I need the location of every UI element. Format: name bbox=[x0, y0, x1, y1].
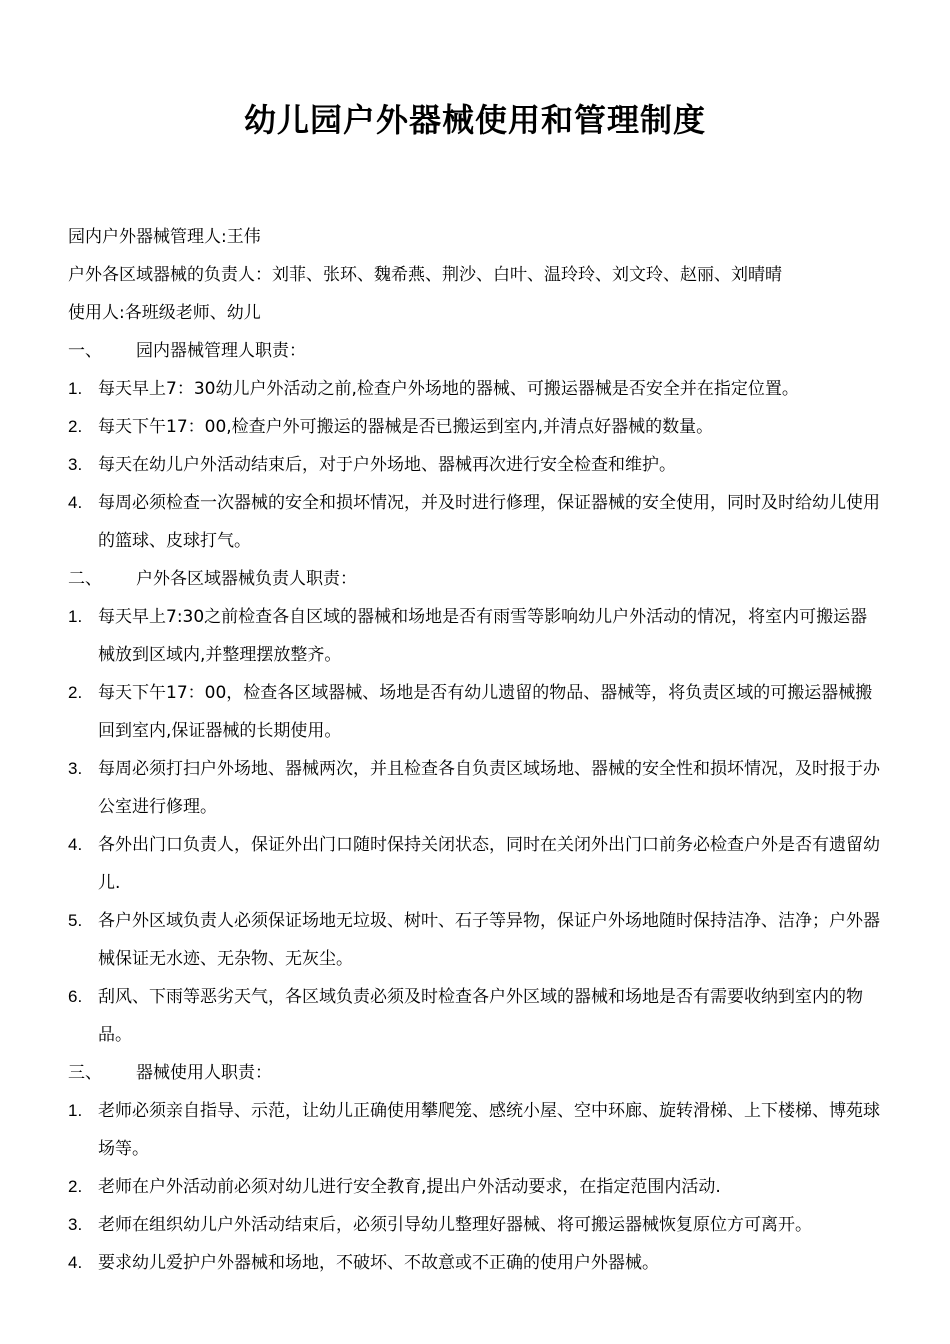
section-number: 二、 bbox=[68, 569, 102, 589]
item-number: 3. bbox=[68, 455, 83, 474]
list-item bbox=[68, 598, 883, 674]
section-number: 一、 bbox=[68, 341, 102, 361]
section-title: 器械使用人职责： bbox=[136, 1063, 272, 1083]
page-title: 幼儿园户外器械使用和管理制度 bbox=[243, 101, 706, 139]
document-body bbox=[68, 218, 883, 1282]
section-heading bbox=[68, 332, 883, 370]
item-text: 老师在户外活动前必须对幼儿进行安全教育,提出户外活动要求，在指定范围内活动. bbox=[98, 1177, 721, 1197]
list-item bbox=[68, 826, 883, 902]
list-item bbox=[68, 1206, 883, 1244]
item-text: 老师在组织幼儿户外活动结束后，必须引导幼儿整理好器械、将可搬运器械恢复原位方可离开。 bbox=[98, 1215, 812, 1235]
item-number: 2. bbox=[68, 417, 83, 436]
section-heading bbox=[68, 1054, 883, 1092]
item-number: 3. bbox=[68, 1215, 83, 1234]
item-number: 2. bbox=[68, 1177, 83, 1196]
list-item bbox=[68, 484, 883, 560]
section-title: 户外各区域器械负责人职责： bbox=[136, 569, 357, 589]
item-number: 4. bbox=[68, 1253, 83, 1272]
list-item bbox=[68, 750, 883, 826]
item-text: 每周必须检查一次器械的安全和损坏情况，并及时进行修理，保证器械的安全使用，同时及时给幼儿使用的篮球、皮球打气。 bbox=[98, 493, 880, 551]
section-number: 三、 bbox=[68, 1063, 102, 1083]
item-number: 4. bbox=[68, 835, 83, 854]
list-item bbox=[68, 1244, 883, 1282]
list-item bbox=[68, 408, 883, 446]
area-owners-line: 户外各区域器械的负责人：刘菲、张环、魏希燕、荆沙、白叶、温玲玲、刘文玲、赵丽、刘晴晴 bbox=[68, 265, 782, 285]
item-number: 1. bbox=[68, 379, 83, 398]
item-number: 5. bbox=[68, 911, 83, 930]
section-title: 园内器械管理人职责： bbox=[136, 341, 306, 361]
item-text: 每天下午17：00,检查户外可搬运的器械是否已搬运到室内,并清点好器械的数量。 bbox=[98, 417, 714, 437]
list-item bbox=[68, 978, 883, 1054]
list-item bbox=[68, 674, 883, 750]
list-item bbox=[68, 446, 883, 484]
users-line: 使用人:各班级老师、幼儿 bbox=[68, 303, 261, 323]
item-number: 1. bbox=[68, 607, 83, 626]
item-text: 每天下午17：00，检查各区域器械、场地是否有幼儿遗留的物品、器械等，将负责区域的可搬运器械搬回到室内,保证器械的长期使用。 bbox=[98, 683, 873, 741]
item-text: 要求幼儿爱护户外器械和场地，不破坏、不故意或不正确的使用户外器械。 bbox=[98, 1253, 659, 1273]
item-number: 2. bbox=[68, 683, 83, 702]
manager-line: 园内户外器械管理人:王伟 bbox=[68, 227, 261, 247]
item-number: 4. bbox=[68, 493, 83, 512]
item-text: 各户外区域负责人必须保证场地无垃圾、树叶、石子等异物，保证户外场地随时保持洁净、洁净；户外器械保证无水迹、无杂物、无灰尘。 bbox=[98, 911, 880, 969]
section-heading bbox=[68, 560, 883, 598]
list-item bbox=[68, 1092, 883, 1168]
list-item bbox=[68, 902, 883, 978]
item-text: 各外出门口负责人，保证外出门口随时保持关闭状态，同时在关闭外出门口前务必检查户外是否有遗留幼儿. bbox=[98, 835, 880, 893]
list-item bbox=[68, 370, 883, 408]
item-text: 每天早上7：30幼儿户外活动之前,检查户外场地的器械、可搬运器械是否安全并在指定位置。 bbox=[98, 379, 799, 399]
item-text: 每天早上7:30之前检查各自区域的器械和场地是否有雨雪等影响幼儿户外活动的情况，将室内可搬运器械放到区域内,并整理摆放整齐。 bbox=[98, 607, 868, 665]
item-number: 1. bbox=[68, 1101, 83, 1120]
item-text: 刮风、下雨等恶劣天气，各区域负责必须及时检查各户外区域的器械和场地是否有需要收纳到室内的物品。 bbox=[98, 987, 863, 1045]
item-number: 6. bbox=[68, 987, 83, 1006]
item-text: 每周必须打扫户外场地、器械两次，并且检查各自负责区域场地、器械的安全性和损坏情况，及时报于办公室进行修理。 bbox=[98, 759, 880, 817]
item-text: 老师必须亲自指导、示范，让幼儿正确使用攀爬笼、感统小屋、空中环廊、旋转滑梯、上下楼梯、博苑球场等。 bbox=[98, 1101, 880, 1159]
item-number: 3. bbox=[68, 759, 83, 778]
item-text: 每天在幼儿户外活动结束后，对于户外场地、器械再次进行安全检查和维护。 bbox=[98, 455, 676, 475]
list-item bbox=[68, 1168, 883, 1206]
